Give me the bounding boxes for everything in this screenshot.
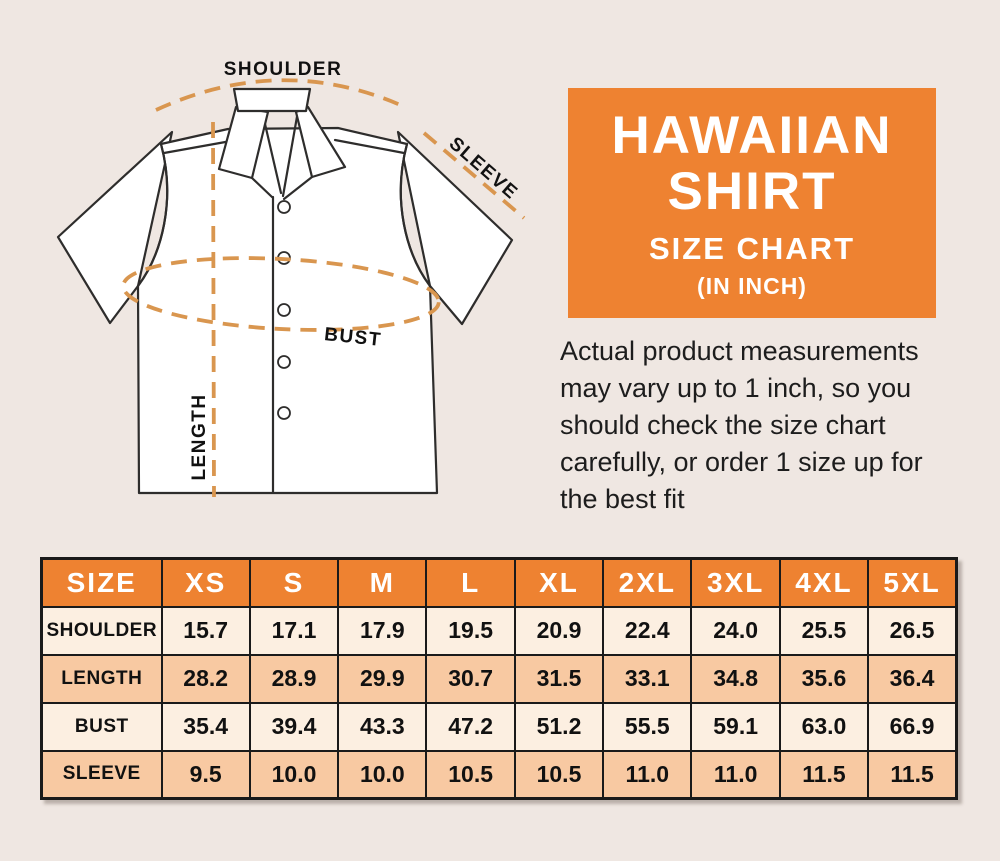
size-value: 9.5 [162,751,250,799]
size-value: 26.5 [868,607,956,655]
column-header-5xl: 5XL [868,559,956,607]
size-value: 35.6 [780,655,868,703]
size-value: 11.5 [780,751,868,799]
column-header-s: S [250,559,338,607]
column-header-xs: XS [162,559,250,607]
table-row-length [42,655,957,703]
size-value: 10.0 [250,751,338,799]
column-header-m: M [338,559,426,607]
size-value: 36.4 [868,655,956,703]
column-header-l: L [426,559,514,607]
size-value: 17.9 [338,607,426,655]
size-value: 15.7 [162,607,250,655]
size-value: 10.5 [426,751,514,799]
sleeve-label: SLEEVE [444,133,522,205]
size-value: 11.0 [603,751,691,799]
column-header-3xl: 3XL [691,559,779,607]
size-value: 22.4 [603,607,691,655]
length-label: LENGTH [189,393,210,481]
row-label-length: LENGTH [42,655,162,703]
bust-label: BUST [323,324,383,351]
row-label-bust: BUST [42,703,162,751]
description-line: Actual product measurements [560,336,919,366]
description-line: should check the size chart [560,410,886,440]
size-value: 28.9 [250,655,338,703]
table-header-row [42,559,957,607]
size-value: 51.2 [515,703,603,751]
collar-band [234,89,310,111]
size-value: 47.2 [426,703,514,751]
table-row-bust [42,703,957,751]
size-value: 10.5 [515,751,603,799]
title-panel [568,88,936,318]
size-value: 17.1 [250,607,338,655]
column-header-xl: XL [515,559,603,607]
size-value: 35.4 [162,703,250,751]
column-header-2xl: 2XL [603,559,691,607]
shirt-illustration [0,0,560,555]
size-value: 59.1 [691,703,779,751]
description-line: may vary up to 1 inch, so you [560,373,912,403]
subtitle: SIZE CHART [649,231,855,266]
size-value: 20.9 [515,607,603,655]
size-value: 11.5 [868,751,956,799]
column-header-4xl: 4XL [780,559,868,607]
size-value: 19.5 [426,607,514,655]
unit-note: (IN INCH) [697,273,807,299]
table-row-sleeve [42,751,957,799]
size-value: 24.0 [691,607,779,655]
size-value: 63.0 [780,703,868,751]
table-body [42,607,957,799]
column-header-size: SIZE [42,559,162,607]
title-line1: HAWAIIAN [611,106,893,165]
size-value: 55.5 [603,703,691,751]
size-value: 33.1 [603,655,691,703]
size-value: 29.9 [338,655,426,703]
description-line: the best fit [560,484,685,514]
size-value: 28.2 [162,655,250,703]
size-value: 11.0 [691,751,779,799]
row-label-shoulder: SHOULDER [42,607,162,655]
title-line2: SHIRT [667,162,837,221]
shirt-diagram [0,0,560,555]
description [560,333,923,518]
size-value: 30.7 [426,655,514,703]
size-value: 25.5 [780,607,868,655]
length-measure-line [213,122,214,497]
size-value: 66.9 [868,703,956,751]
table-row-shoulder [42,607,957,655]
size-value: 34.8 [691,655,779,703]
size-table [40,557,958,800]
description-line: carefully, or order 1 size up for [560,447,923,477]
row-label-sleeve: SLEEVE [42,751,162,799]
shoulder-label: SHOULDER [223,59,343,80]
size-value: 39.4 [250,703,338,751]
size-value: 31.5 [515,655,603,703]
size-value: 43.3 [338,703,426,751]
size-value: 10.0 [338,751,426,799]
